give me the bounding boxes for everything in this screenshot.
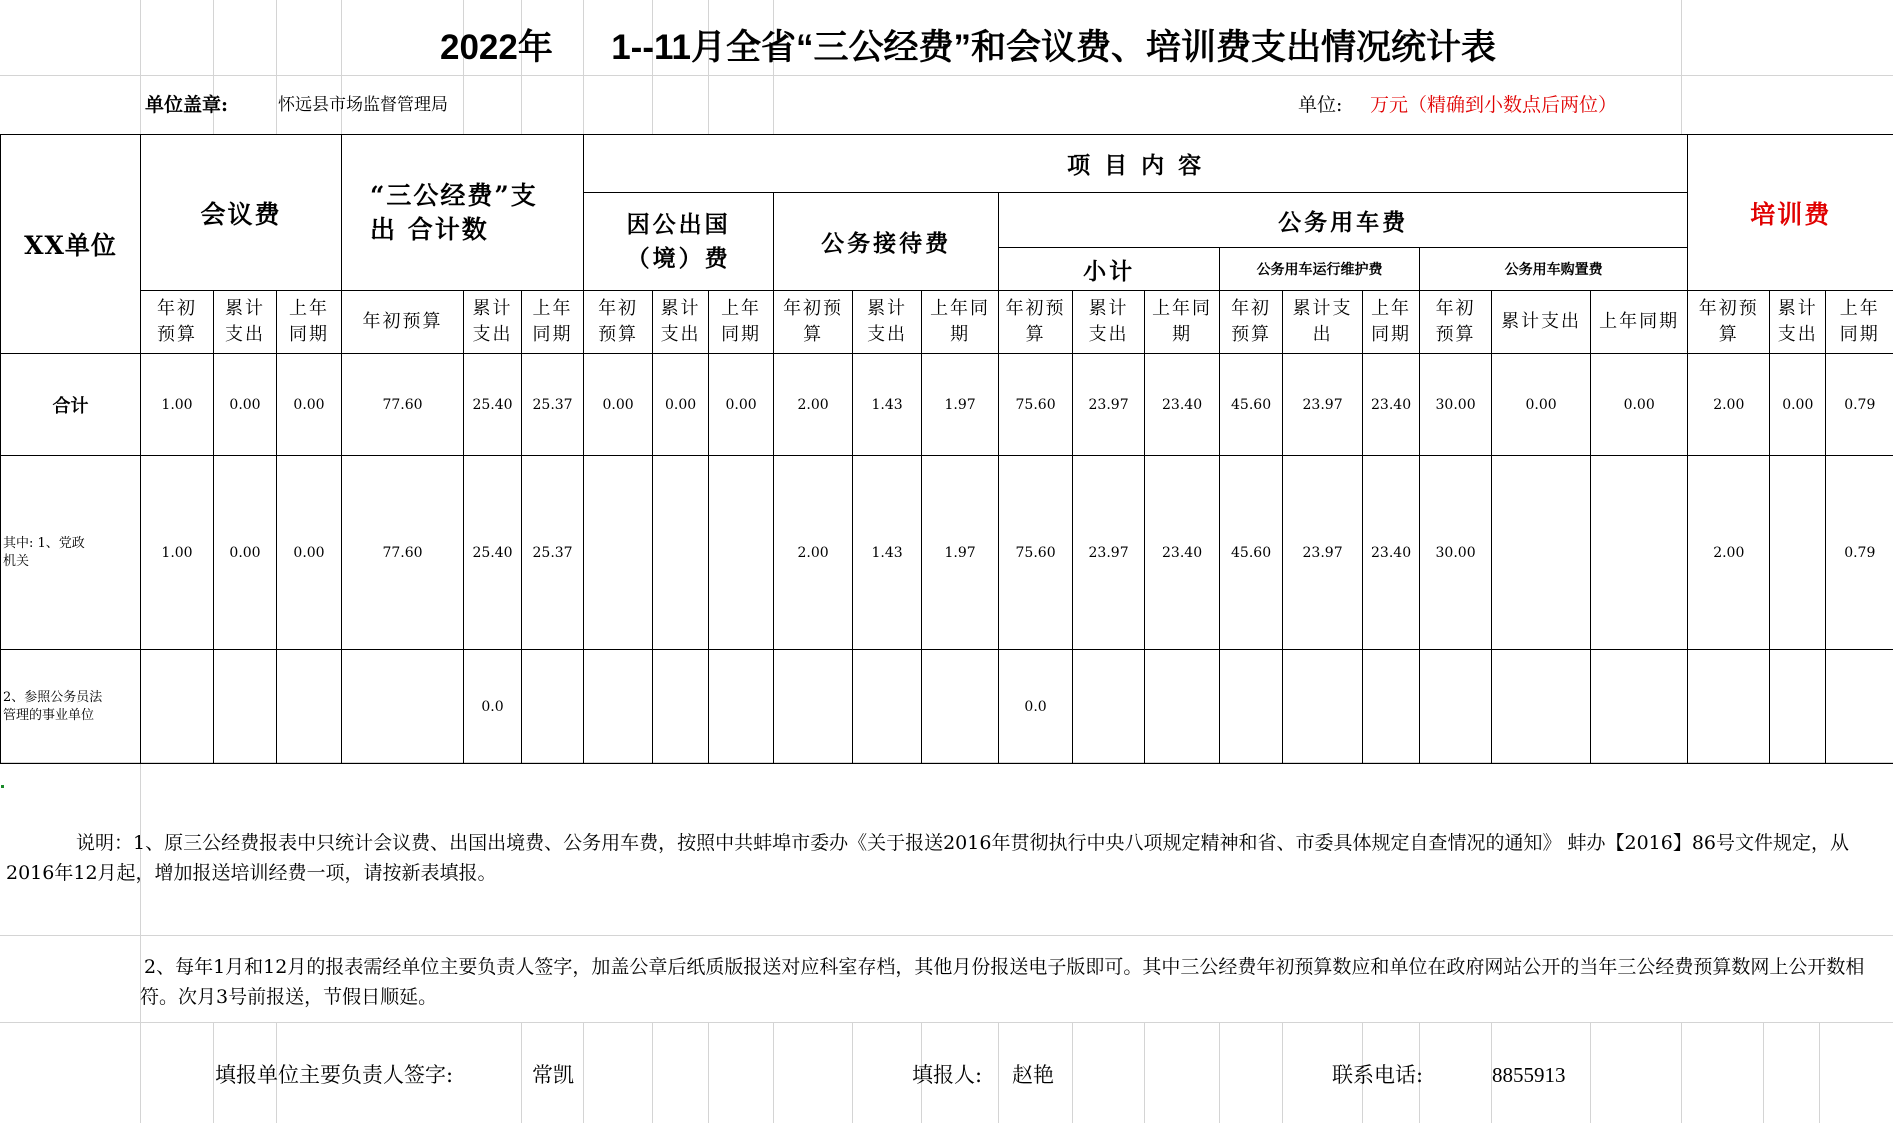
subheader-text: 期 — [950, 324, 971, 345]
data-cell — [653, 456, 709, 650]
row-institution-label-line1: 2、参照公务员法 — [3, 689, 103, 705]
data-cell — [1688, 650, 1770, 764]
data-cell — [1591, 650, 1688, 764]
subheader-text: 上年同 — [930, 298, 991, 319]
subheader-text: 累计支出 — [1501, 311, 1582, 332]
subheader-text: 支出 — [1088, 324, 1129, 345]
subheader-text: 上年 — [721, 298, 762, 319]
data-cell — [709, 456, 774, 650]
data-cell: 23.40 — [1363, 354, 1420, 456]
data-cell — [522, 650, 584, 764]
data-cell: 2.00 — [1688, 354, 1770, 456]
subheader-text: 上年同期 — [1599, 311, 1680, 332]
subheader-cell — [1420, 291, 1492, 354]
subheader-cell — [774, 291, 853, 354]
subheader-text: 累计 — [1088, 298, 1129, 319]
training-fee-header: 培训费 — [1688, 135, 1893, 291]
unit-name: 怀远县市场监督管理局 — [278, 95, 448, 115]
data-cell — [584, 456, 653, 650]
subheader-text: 支出 — [660, 324, 701, 345]
data-cell: 23.40 — [1363, 456, 1420, 650]
data-cell: 1.00 — [141, 354, 214, 456]
data-cell — [1283, 650, 1363, 764]
subheader-text: 算 — [1718, 324, 1739, 345]
abroad-line2: （境）费 — [626, 244, 731, 272]
subheader-text: 年初预算 — [362, 311, 443, 332]
subheader-text: 累计支 — [1292, 298, 1353, 319]
subheader-text: 同期 — [532, 324, 573, 345]
data-cell — [584, 650, 653, 764]
filler-label: 填报人: — [912, 1063, 983, 1087]
subheader-text: 累计 — [867, 298, 908, 319]
subheader-text: 年初预 — [1698, 298, 1759, 319]
subheader-text: 年初预 — [1005, 298, 1066, 319]
data-cell: 23.40 — [1145, 456, 1220, 650]
data-cell — [1145, 650, 1220, 764]
data-cell: 30.00 — [1420, 456, 1492, 650]
data-cell: 0.0 — [464, 650, 522, 764]
subheader-cell — [1220, 291, 1283, 354]
subheader-text: 支出 — [867, 324, 908, 345]
reception-fee-header: 公务接待费 — [774, 193, 999, 291]
unit-stamp-label: 单位盖章: — [145, 94, 229, 116]
subheader-cell — [653, 291, 709, 354]
data-cell: 75.60 — [999, 354, 1073, 456]
data-cell: 0.00 — [214, 354, 277, 456]
row-party-government — [1, 456, 1893, 650]
three-public-total-header — [342, 135, 584, 291]
subheader-text: 同期 — [1839, 324, 1880, 345]
data-cell: 0.00 — [277, 456, 342, 650]
subheader-text: 支出 — [472, 324, 513, 345]
phone-value: 8855913 — [1492, 1063, 1566, 1087]
data-cell: 2.00 — [1688, 456, 1770, 650]
data-cell: 0.00 — [584, 354, 653, 456]
data-cell — [1770, 650, 1826, 764]
abroad-line1: 因公出国 — [626, 210, 731, 238]
subheader-text: 累计 — [225, 298, 265, 319]
subheader-cell — [342, 291, 464, 354]
subheader-text: 年初 — [598, 298, 639, 319]
data-cell: 0.00 — [1492, 354, 1591, 456]
data-cell: 25.37 — [522, 354, 584, 456]
data-cell — [1073, 650, 1145, 764]
subheader-cell — [1770, 291, 1826, 354]
note-1: 说明：1、原三公经费报表中只统计会议费、出国出境费、公务用车费，按照中共蚌埠市委办《关于报送2016年贯彻执行中央八项规定精神和省、市委具体规定自查情况的通知》 蚌办【2016】86号文件规定，从2016年12月起，增加报送培训经费一项，请按新表填报。 — [6, 832, 1850, 884]
project-content-header: 项 目 内 容 — [584, 135, 1688, 193]
row-party-label-line2: 机关 — [3, 553, 30, 569]
data-cell — [1826, 650, 1893, 764]
subheader-cell — [1073, 291, 1145, 354]
row-total-label: 合计 — [1, 354, 141, 456]
data-cell: 1.43 — [853, 456, 922, 650]
meeting-fee-header: 会议费 — [141, 135, 342, 291]
subheader-text: 上年 — [1371, 298, 1412, 319]
data-cell: 0.00 — [214, 456, 277, 650]
subheader-text: 上年 — [532, 298, 573, 319]
data-cell — [1591, 456, 1688, 650]
data-cell: 77.60 — [342, 456, 464, 650]
subheader-cell — [999, 291, 1073, 354]
data-cell: 45.60 — [1220, 456, 1283, 650]
subheader-cell — [141, 291, 214, 354]
leader-signature-name: 常凯 — [532, 1063, 574, 1087]
subheader-cell — [1492, 291, 1591, 354]
data-cell: 45.60 — [1220, 354, 1283, 456]
data-cell — [1420, 650, 1492, 764]
subheader-text: 预算 — [598, 324, 639, 345]
header-row-4 — [1, 291, 1893, 354]
data-cell — [214, 650, 277, 764]
subheader-text: 算 — [803, 324, 824, 345]
subheader-text: 算 — [1025, 324, 1046, 345]
data-cell: 2.00 — [774, 456, 853, 650]
abroad-fee-header — [584, 193, 774, 291]
subheader-text: 年初 — [1435, 298, 1476, 319]
currency-label: 单位: — [1298, 94, 1343, 116]
data-cell — [342, 650, 464, 764]
row-party-government-label — [1, 456, 141, 650]
subheader-text: 同期 — [1371, 324, 1412, 345]
subheader-text: 支出 — [1777, 324, 1818, 345]
row-institution-label-line2: 管理的事业单位 — [3, 707, 95, 723]
data-cell: 75.60 — [999, 456, 1073, 650]
subheader-text: 出 — [1312, 324, 1333, 345]
data-cell — [922, 650, 999, 764]
data-cell: 0.00 — [1770, 354, 1826, 456]
report-title: 2022年 1--11月全省“三公经费”和会议费、培训费支出情况统计表 — [440, 28, 1496, 67]
data-cell — [853, 650, 922, 764]
subheader-cell — [922, 291, 999, 354]
data-cell: 0.00 — [277, 354, 342, 456]
statistics-table — [0, 134, 1893, 764]
three-public-line2: 出 合计数 — [370, 214, 489, 244]
data-cell — [141, 650, 214, 764]
subheader-text: 预算 — [1231, 324, 1272, 345]
cell-marker — [1, 785, 4, 788]
currency-value: 万元（精确到小数点后两位） — [1370, 94, 1618, 116]
vehicle-fee-header: 公务用车费 — [999, 193, 1688, 248]
data-cell — [1363, 650, 1420, 764]
filler-name: 赵艳 — [1012, 1063, 1054, 1087]
phone-label: 联系电话: — [1332, 1063, 1424, 1087]
row-party-label-line1: 其中: 1、党政 — [3, 535, 85, 551]
data-cell: 2.00 — [774, 354, 853, 456]
subheader-text: 期 — [1172, 324, 1193, 345]
data-cell: 0.00 — [653, 354, 709, 456]
data-cell: 1.00 — [141, 456, 214, 650]
subheader-text: 支出 — [225, 324, 265, 345]
subheader-text: 同期 — [721, 324, 762, 345]
subheader-text: 年初 — [157, 298, 197, 319]
data-cell: 1.97 — [922, 354, 999, 456]
subheader-text: 累计 — [472, 298, 513, 319]
data-cell: 77.60 — [342, 354, 464, 456]
three-public-line1: “三公经费”支 — [370, 180, 538, 210]
data-cell: 25.40 — [464, 456, 522, 650]
data-cell — [1770, 456, 1826, 650]
data-cell: 23.40 — [1145, 354, 1220, 456]
subheader-cell — [464, 291, 522, 354]
subheader-cell — [709, 291, 774, 354]
subheader-cell — [1283, 291, 1363, 354]
subheader-text: 预算 — [157, 324, 197, 345]
data-cell — [1492, 456, 1591, 650]
leader-signature-label: 填报单位主要负责人签字: — [215, 1063, 454, 1087]
data-cell: 0.79 — [1826, 354, 1893, 456]
data-cell — [709, 650, 774, 764]
subheader-cell — [1688, 291, 1770, 354]
vehicle-purchase-header: 公务用车购置费 — [1420, 248, 1688, 291]
data-cell: 30.00 — [1420, 354, 1492, 456]
header-row-1 — [1, 135, 1893, 193]
row-public-institution — [1, 650, 1893, 764]
subheader-cell — [277, 291, 342, 354]
data-cell — [774, 650, 853, 764]
data-cell: 1.97 — [922, 456, 999, 650]
subheader-cell — [1591, 291, 1688, 354]
vehicle-maintenance-header: 公务用车运行维护费 — [1220, 248, 1420, 291]
subheader-text: 同期 — [289, 324, 330, 345]
data-cell: 1.43 — [853, 354, 922, 456]
subheader-text: 累计 — [660, 298, 701, 319]
subheader-text: 预算 — [1435, 324, 1476, 345]
subheader-cell — [853, 291, 922, 354]
subheader-cell — [522, 291, 584, 354]
subheader-text: 上年 — [289, 298, 330, 319]
row-public-institution-label — [1, 650, 141, 764]
data-cell: 0.79 — [1826, 456, 1893, 650]
vehicle-subtotal-header: 小计 — [999, 248, 1220, 291]
data-cell: 0.00 — [1591, 354, 1688, 456]
subheader-cell — [1826, 291, 1893, 354]
unit-column-header: XX单位 — [1, 135, 141, 354]
subheader-text: 上年同 — [1152, 298, 1213, 319]
subheader-cell — [1363, 291, 1420, 354]
data-cell: 23.97 — [1283, 456, 1363, 650]
data-cell — [653, 650, 709, 764]
subheader-text: 年初 — [1231, 298, 1272, 319]
data-cell — [277, 650, 342, 764]
data-cell — [1220, 650, 1283, 764]
data-cell: 23.97 — [1283, 354, 1363, 456]
subheader-cell — [1145, 291, 1220, 354]
subheader-text: 上年 — [1839, 298, 1880, 319]
data-cell: 25.40 — [464, 354, 522, 456]
data-cell: 0.0 — [999, 650, 1073, 764]
data-cell — [1492, 650, 1591, 764]
note-2: 2、每年1月和12月的报表需经单位主要负责人签字，加盖公章后纸质版报送对应科室存档，其他月份报送电子版即可。其中三公经费年初预算数应和单位在政府网站公开的当年三公经费预算数网上公开数相符。次月3号前报送，节假日顺延。 — [140, 956, 1865, 1008]
subheader-text: 年初预 — [783, 298, 844, 319]
data-cell: 23.97 — [1073, 456, 1145, 650]
row-total — [1, 354, 1893, 456]
data-cell: 0.00 — [709, 354, 774, 456]
subheader-cell — [214, 291, 277, 354]
data-cell: 23.97 — [1073, 354, 1145, 456]
subheader-text: 累计 — [1777, 298, 1818, 319]
subheader-cell — [584, 291, 653, 354]
data-cell: 25.37 — [522, 456, 584, 650]
